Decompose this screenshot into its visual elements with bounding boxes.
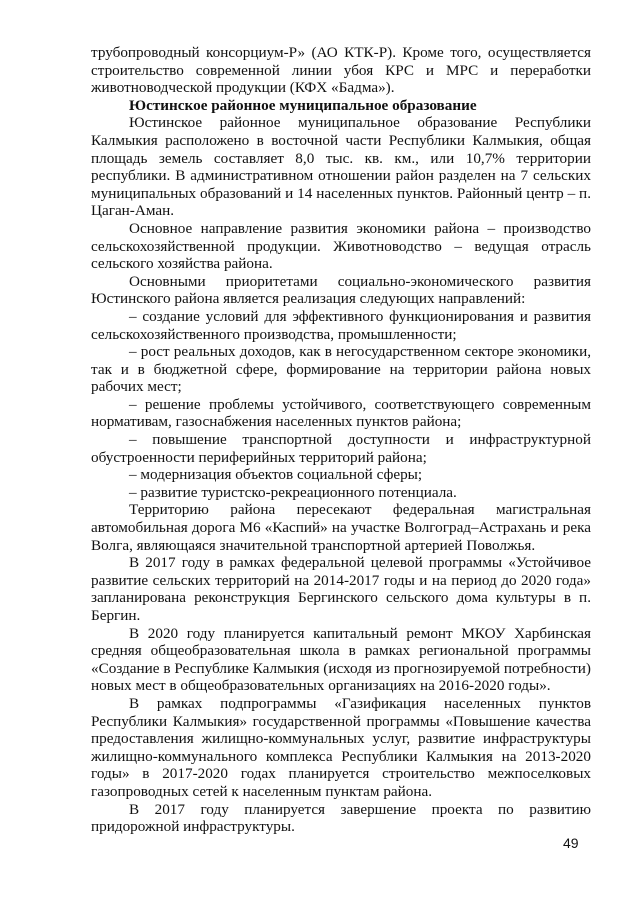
paragraph-economy: Основное направление развития экономики района – производство сельскохозяйственной продукции. Животноводство – ведущая отрасль сельского хозяйства района. <box>91 219 591 273</box>
list-item: – создание условий для эффективного функционирования и развития сельскохозяйственного производства, промышленности; <box>91 307 591 343</box>
continuation-paragraph: трубопроводный консорциум-Р» (АО КТК-Р). Кроме того, осуществляется строительство современной линии убоя КРС и МРС и переработки животноводческой продукции (КФХ «Бадма»). <box>91 44 591 97</box>
paragraph-gasification: В рамках подпрограммы «Газификация населенных пунктов Республики Калмыкия» государственной программы «Повышение качества предоставления жилищно-коммунальных услуг, развитие инфраструктуры жилищно-коммунального комплекса Республики Калмыкия на 2013-2020 годы» в 2017-2020 годах планируется строительство межпоселковых газопроводных сетей к населенным пунктам района. <box>91 694 591 800</box>
paragraph-2020-school: В 2020 году планируется капитальный ремонт МКОУ Харбинская средняя общеобразовательная школа в рамках региональной программы «Создание в Республике Калмыкия (исходя из прогнозируемой потребности) новых мест в общеобразовательных организациях на 2016-2020 годы». <box>91 624 591 695</box>
paragraph-2017-program: В 2017 году в рамках федеральной целевой программы «Устойчивое развитие сельских территорий на 2014-2017 годы и на период до 2020 года» запланирована реконструкция Бергинского сельского дома культуры в п. Бергин. <box>91 554 591 624</box>
paragraph-transport: Территорию района пересекают федеральная магистральная автомобильная дорога М6 «Каспий» на участке Волгоград–Астрахань и река Волга, являющаяся значительной транспортной артерией Поволжья. <box>91 501 591 554</box>
page-number: 49 <box>563 835 579 851</box>
paragraph-overview: Юстинское районное муниципальное образование Республики Калмыкия расположено в восточной части Республики Калмыкия, общая площадь земель составляет 8,0 тыс. кв. км., или 10,7% территории республики. В административном отношении район разделен на 7 сельских муниципальных образований и 14 населенных пунктов. Районный центр – п. Цаган-Аман. <box>91 114 591 220</box>
list-item: – решение проблемы устойчивого, соответствующего современным нормативам, газоснабжения населенных пунктов района; <box>91 395 591 431</box>
list-item: – повышение транспортной доступности и инфраструктурной обустроенности периферийных территорий района; <box>91 431 591 466</box>
paragraph-roadside: В 2017 году планируется завершение проекта по развитию придорожной инфраструктуры. <box>91 800 591 836</box>
list-item: – модернизация объектов социальной сферы; <box>129 466 423 484</box>
paragraph-priorities: Основными приоритетами социально-экономического развития Юстинского района является реализация следующих направлений: <box>91 272 591 308</box>
list-item: – развитие туристско-рекреационного потенциала. <box>129 483 457 501</box>
section-title: Юстинское районное муниципальное образование <box>129 96 477 114</box>
list-item: – рост реальных доходов, как в негосударственном секторе экономики, так и в бюджетной сфере, формирование на территории района новых рабочих мест; <box>91 343 591 396</box>
page-body <box>91 44 591 836</box>
